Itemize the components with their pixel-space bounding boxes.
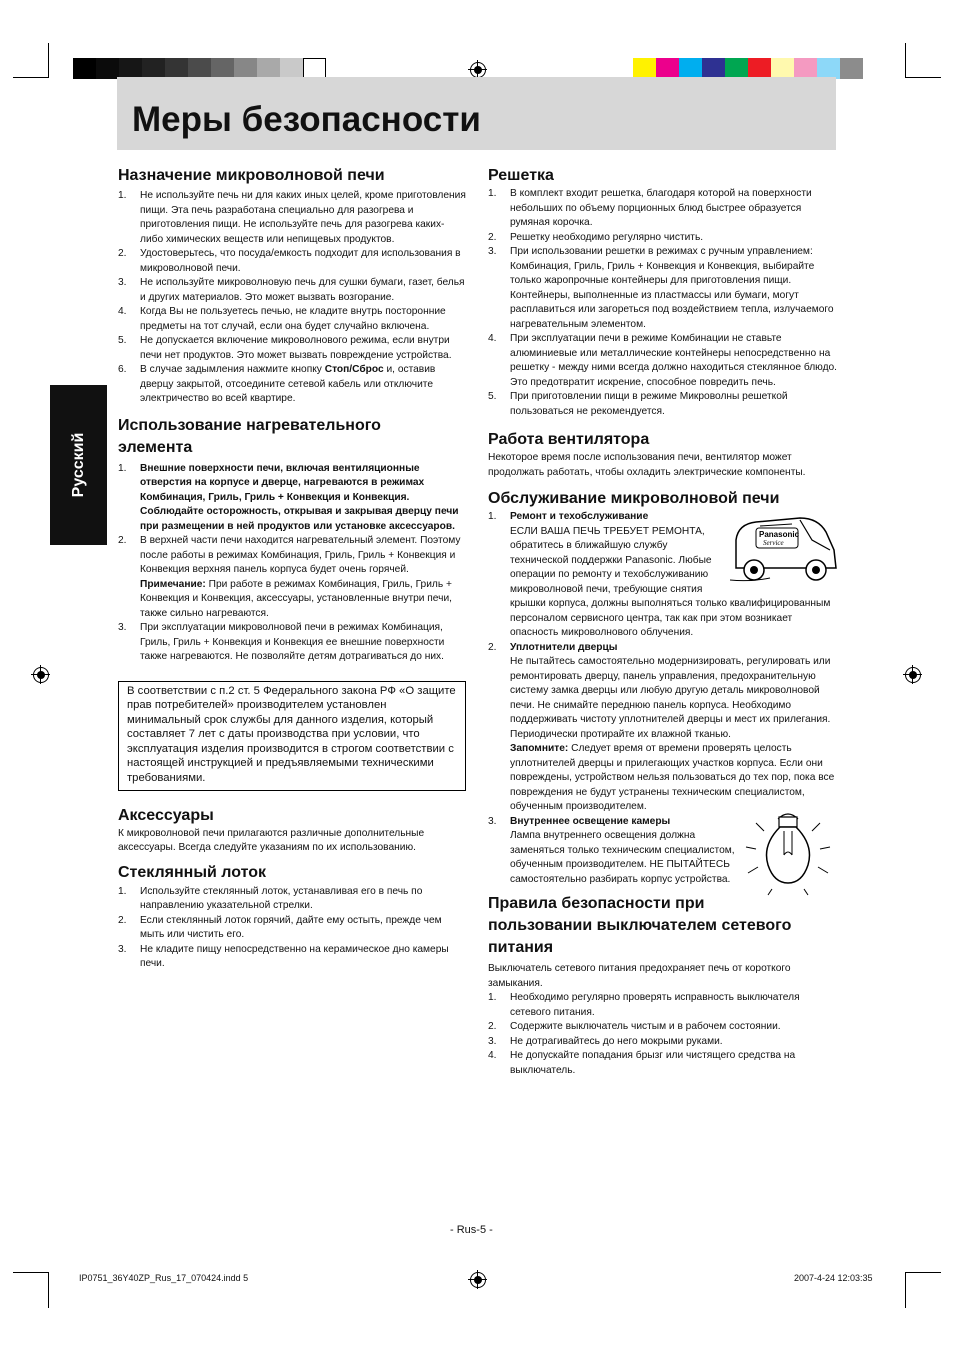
color-swatch	[748, 58, 771, 79]
list-item: 1. Внешние поверхности печи, включая вентиляционные отверстия на корпусе и дверце, нагреваются в режимах Комбинация, Гриль, Гриль + Конвекция и Конвекция. Соблюдайте осторожность, открывая и закрывая дверцу печи при размещении в ней продуктов или установке аксессуаров.	[118, 462, 459, 532]
crop-mark	[13, 1272, 49, 1273]
crop-mark	[13, 77, 49, 78]
footer-file-info: IP0751_36Y40ZP_Rus_17_070424.indd 5	[79, 1273, 249, 1283]
section-heading: Правила безопасности при пользовании выключателем сетевого питания	[488, 895, 792, 956]
list-item: 4. Не допускайте попадания брызг или чистящего средства на выключатель.	[488, 1050, 796, 1076]
list-item: 1. Используйте стеклянный лоток, устанавливая его в печь по направлению указательной стрелки.	[118, 885, 423, 912]
list-item: 5. Не допускается включение микроволнового режима, если внутри печи нет продуктов. Это может вызвать повреждение устройства.	[118, 335, 452, 361]
section-heading: Стеклянный лоток	[118, 863, 266, 881]
list-item: 2. Удостоверьтесь, что посуда/емкость подходит для использования в микроволновой печи.	[118, 248, 461, 274]
section-heading: Назначение микроволновой печи	[118, 167, 385, 184]
color-swatch	[817, 58, 840, 79]
list-item: 1. Panasonic Service Ремонт и техобслуживание ЕСЛИ ВАША ПЕЧЬ ТРЕБУЕТ РЕМОНТА, обратитесь в ближайшую службу технической поддержки Panasonic. Любые операции по ремонту и техобслуживанию микроволновой печи, требующие снятия крышки корпуса, должны выполняться только квалифицированным персоналом сервисного центра, так как при этом возникает опасность микроволнового облучения.	[488, 510, 838, 641]
section-heading: Использование нагревательного элемента	[118, 416, 381, 456]
switch-intro-text: Выключатель сетевого питания предохраняет печь от короткого замыкания.	[488, 963, 791, 989]
list-item: 1. В комплект входит решетка, благодаря которой на поверхности небольших по объему порционных блюд быстрее образуется румяная корочка.	[488, 188, 812, 228]
purpose-list	[118, 189, 466, 407]
color-swatch	[656, 58, 679, 79]
crop-mark	[905, 43, 906, 77]
right-column	[488, 165, 838, 1078]
language-tab	[50, 385, 107, 545]
list-item: 2. Если стеклянный лоток горячий, дайте ему остыть, прежде чем мыть или чистить его.	[118, 914, 442, 941]
service-list	[488, 510, 838, 887]
color-swatch	[679, 58, 702, 79]
color-control-bar	[633, 58, 863, 79]
list-item: 6. В случае задымления нажмите кнопку Стоп/Сброс и, оставив дверцу закрытой, отсоедините сетевой кабель или отключите электричество во всей квартире.	[118, 364, 436, 404]
crop-mark	[905, 77, 941, 78]
page-number: - Rus-5 -	[450, 1224, 493, 1236]
title-band	[117, 77, 836, 150]
van-brand-text: Panasonic	[759, 530, 800, 539]
van-service-text: Service	[763, 539, 784, 547]
color-swatch	[840, 58, 863, 79]
section-heading: Обслуживание микроволновой печи	[488, 490, 780, 507]
footer-timestamp: 2007-4-24 12:03:35	[794, 1273, 873, 1283]
list-item: 3. Не дотрагивайтесь до него мокрыми руками.	[488, 1035, 723, 1047]
color-swatch	[234, 58, 257, 79]
list-item: 5. При приготовлении пищи в режиме Микроволны решеткой пользоваться не рекомендуется.	[488, 391, 788, 417]
rack-list	[488, 187, 838, 419]
list-item: 3. При эксплуатации микроволновой печи в режимах Комбинация, Гриль, Гриль + Конвекция и Конвекция ее внешние поверхности также нагреваются. Не позволяйте детям дотрагиваться до них.	[118, 622, 445, 662]
registration-mark-icon	[470, 62, 486, 78]
language-tab-label: Русский	[69, 432, 87, 498]
light-bulb-icon	[742, 809, 834, 897]
registration-mark-icon	[470, 1272, 486, 1288]
crop-mark	[48, 43, 49, 77]
list-item: 2. Содержите выключатель чистым и в рабочем состоянии.	[488, 1021, 781, 1032]
list-item: 4. Когда Вы не пользуетесь печью, не кладите внутрь посторонние предметы на тот случай, если она будет случайно включена.	[118, 306, 446, 332]
color-swatch	[73, 58, 96, 79]
color-swatch	[119, 58, 142, 79]
page-title: Меры безопасности	[132, 100, 481, 139]
color-swatch	[794, 58, 817, 79]
crop-mark	[905, 1272, 941, 1273]
list-item: 1. Не используйте печь ни для каких иных целей, кроме приготовления пищи. Эта печь разработана специально для разогрева и приготовления пищи. Не используйте печь для разогрева каких-либо химических веществ или непищевых продуктов.	[118, 190, 466, 245]
list-item: 3. Не используйте микроволновую печь для сушки бумаги, газет, белья и других материалов. Это может вызвать возгорание.	[118, 277, 465, 303]
color-swatch	[188, 58, 211, 79]
heater-list	[118, 462, 466, 665]
grayscale-color-bar	[73, 58, 326, 79]
color-swatch	[96, 58, 119, 79]
list-item: 3. Не кладите пищу непосредственно на керамическое дно камеры печи.	[118, 943, 449, 970]
switch-list	[488, 991, 838, 1078]
color-swatch	[771, 58, 794, 79]
glass-tray-list	[118, 885, 466, 972]
list-item: 1. Необходимо регулярно проверять исправность выключателя сетевого питания.	[488, 992, 800, 1018]
list-item: 3. При использовании решетки в режимах с ручным управлением: Комбинация, Гриль, Гриль + Конвекция и Конвекция, выбирайте только жаропрочные контейнеры для приготовления пищи. Контейнеры, выполненные из пластмассы или бумаги, могут расплавиться или загореться под воздействием тепла, излучаемого нагревательным элементом.	[488, 246, 834, 330]
fan-text: Некоторое время после использования печи, вентилятор может продолжать работать, чтобы охладить электрические компоненты.	[488, 452, 806, 478]
color-swatch	[725, 58, 748, 79]
color-swatch	[211, 58, 234, 79]
registration-mark-icon	[33, 667, 49, 683]
service-life-notice: В соответствии с п.2 ст. 5 Федерального закона РФ «О защите прав потребителей» производителем установлен минимальный срок службы для данного изделия, который составляет 7 лет с даты производства при условии, что эксплуатация изделия производится в строгом соответствии с настоящей инструкцией и предъявляемыми техническими требованиями.	[118, 681, 466, 791]
color-swatch	[280, 58, 303, 79]
list-item: 3. Внутреннее освещение камеры Лампа внутреннего освещения должна заменяться только техническим специалистом, обученным производителем. НЕ ПЫТАЙТЕСЬ самостоятельно разбирать корпус устройства.	[488, 815, 838, 888]
section-heading: Работа вентилятора	[488, 431, 650, 448]
list-item: 2. Уплотнители дверцы Не пытайтесь самостоятельно модернизировать, регулировать или ремонтировать дверцу, панель управления, предохранительную систему замка дверцы или любую другую деталь микроволновой печи. Не снимайте переднюю панель корпуса. Необходимо поддерживать чистоту уплотнителей дверцы и мест их прилегания. Периодически протирайте их влажной тканью. Запомните: Следует время от времени проверять целость уплотнителей дверцы и прилегающих участков корпуса. Если они повреждены, устройством нельзя пользоваться до тех пор, пока все повреждения не будут устранены техническим специалистом, обученным производителем.	[488, 641, 835, 812]
color-swatch	[303, 58, 326, 79]
color-swatch	[257, 58, 280, 79]
list-item: 2. Решетку необходимо регулярно чистить.	[488, 231, 704, 243]
registration-mark-icon	[905, 667, 921, 683]
crop-mark	[905, 1272, 906, 1308]
color-swatch	[165, 58, 188, 79]
section-heading: Аксессуары	[118, 806, 214, 824]
crop-mark	[48, 1272, 49, 1308]
service-van-icon	[730, 510, 842, 588]
left-column	[118, 165, 466, 972]
accessories-text: К микроволновой печи прилагаются различные дополнительные аксессуары. Всегда следуйте указаниям по их использованию.	[118, 827, 425, 854]
color-swatch	[142, 58, 165, 79]
list-item: 4. При эксплуатации печи в режиме Комбинации не ставьте алюминиевые или металлические контейнеры непосредственно на решетку - между ними всегда должно находиться стеклянное блюдо. Это предотвратит искрение, способное повредить печь.	[488, 333, 838, 388]
section-heading: Решетка	[488, 167, 554, 184]
color-swatch	[633, 58, 656, 79]
color-swatch	[702, 58, 725, 79]
list-item: 2. В верхней части печи находится нагревательный элемент. Поэтому после работы в режимах Комбинация, Гриль, Гриль + Конвекция и Конвекция верхняя панель корпуса будет очень горячей. Примечание: При работе в режимах Комбинация, Гриль, Гриль + Конвекция и Конвекция, аксессуары, установленные внутри печи, также сильно нагреваются.	[118, 535, 461, 619]
